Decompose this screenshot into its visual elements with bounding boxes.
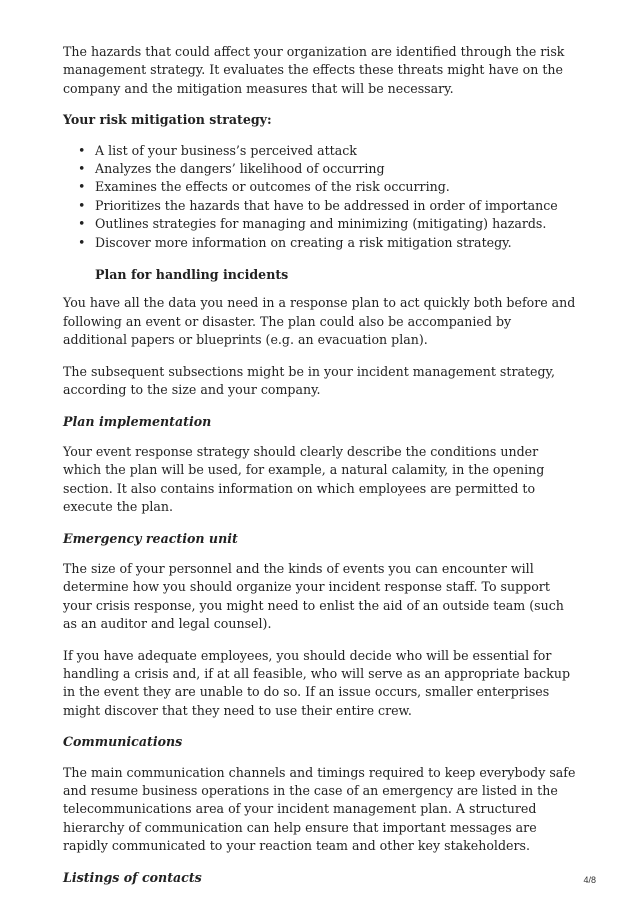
emergency-paragraph-2: If you have adequate employees, you should decide who will be essential for handling a crisis and, if at all feasible, who will serve as an appropriate backup in the event they are unable to do so. If an issue occurs, smaller enterprises might discover that they need to use their entire crew. (63, 647, 571, 718)
communications-paragraph: The main communication channels and timings required to keep everybody safe and resume business operations in the case of an emergency are listed in the telecommunications area of your incident management plan. A structured hierarchy of communication can help ensure that important messages are rapidly communicated to your reaction team and other key stakeholders. (63, 764, 576, 854)
list-item-text: Prioritizes the hazards that have to be addressed in order of importance (95, 197, 558, 213)
incidents-heading: Plan for handling incidents (95, 267, 289, 283)
risk-strategy-heading: Your risk mitigation strategy: (63, 112, 272, 128)
contacts-heading: Listings of contacts (63, 869, 202, 885)
bullet-icon: • (78, 234, 86, 250)
list-item (78, 178, 578, 196)
list-item-text: Examines the effects or outcomes of the risk occurring. (95, 179, 450, 195)
list-item-text: Outlines strategies for managing and minimizing (mitigating) hazards. (95, 216, 547, 232)
list-item-text: Discover more information on creating a risk mitigation strategy. (95, 234, 512, 250)
implementation-paragraph: Your event response strategy should clearly describe the conditions under which the plan will be used, for example, a natural calamity, in the opening section. It also contains information on which employees are permitted to execute the plan. (63, 443, 545, 515)
communications-heading: Communications (63, 734, 183, 750)
bullet-icon: • (78, 142, 86, 158)
incidents-paragraph-1: You have all the data you need in a response plan to act quickly both before and following an event or disaster. The plan could also be accompanied by additional papers or blueprints (e.g. an evacuation plan). (63, 295, 576, 348)
list-item (78, 234, 578, 252)
bullet-icon: • (78, 197, 86, 213)
list-item-text: A list of your business’s perceived attack (95, 142, 357, 158)
list-item (78, 142, 578, 160)
intro-paragraph: The hazards that could affect your organization are identified through the risk management strategy. It evaluates the effects these threats might have on the company and the mitigation measures that will be necessary. (63, 44, 565, 96)
list-item (78, 160, 578, 178)
list-item-text: Analyzes the dangers’ likelihood of occurring (95, 161, 385, 177)
emergency-heading: Emergency reaction unit (63, 530, 238, 546)
bullet-icon: • (78, 179, 86, 195)
bullet-icon: • (78, 161, 86, 177)
bullet-icon: • (78, 216, 86, 232)
list-item (78, 215, 578, 233)
list-item (78, 197, 578, 215)
implementation-heading: Plan implementation (63, 413, 212, 429)
emergency-paragraph-1: The size of your personnel and the kinds of events you can encounter will determine how you should organize your incident response staff. To support your crisis response, you might need to enlist the aid of an outside team (such as an auditor and legal counsel). (63, 560, 564, 632)
page-number: 4/8 (583, 875, 596, 885)
incidents-paragraph-2: The subsequent subsections might be in your incident management strategy, according to the size and your company. (63, 363, 556, 398)
page-content (63, 43, 578, 899)
risk-strategy-list (63, 142, 578, 252)
